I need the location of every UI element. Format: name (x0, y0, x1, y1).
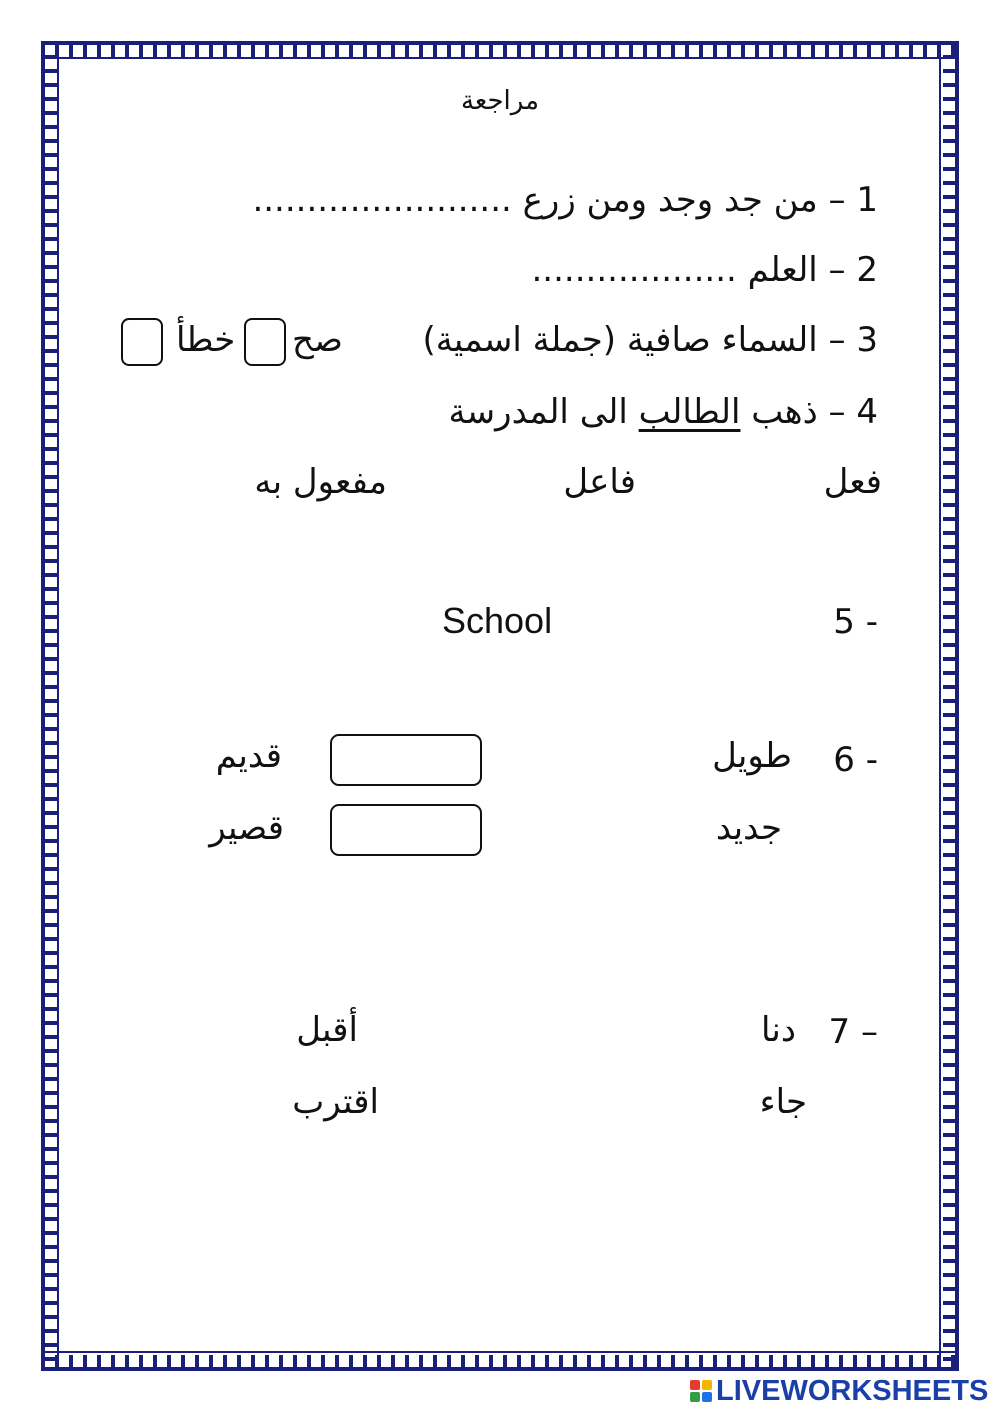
question-5-number: 5 - (833, 602, 878, 642)
answer-input-box[interactable] (330, 734, 482, 786)
brand-logo[interactable] (690, 1376, 988, 1406)
question-4-underlined-word: الطالب (638, 392, 741, 432)
option-object[interactable]: مفعول به (254, 462, 387, 502)
decorative-border (41, 41, 959, 1371)
option-subject[interactable]: فاعل (563, 462, 636, 502)
icon-tile (702, 1392, 712, 1402)
icon-tile (702, 1380, 712, 1390)
option-verb[interactable]: فعل (823, 462, 882, 502)
true-checkbox[interactable] (244, 318, 286, 366)
question-1: 1 – من جد وجد ومن زرع ........................ (252, 180, 878, 220)
question-7-word: دنا (761, 1010, 796, 1050)
icon-tile (690, 1380, 700, 1390)
question-6-antonym: قصير (209, 808, 284, 848)
question-6-word: جديد (715, 808, 782, 848)
border-left (41, 41, 63, 1371)
question-6-antonym: قديم (215, 736, 282, 776)
border-right (937, 41, 959, 1371)
question-5-word: School (442, 600, 553, 641)
false-label: خطأ (176, 320, 236, 360)
question-6-word: طويل (712, 736, 792, 776)
question-6-number: 6 - (833, 740, 878, 780)
question-7-synonym: أقبل (296, 1010, 358, 1050)
liveworksheets-icon (690, 1380, 712, 1402)
worksheet-title: مراجعة (460, 86, 540, 116)
true-label: صح (292, 320, 343, 360)
icon-tile (690, 1392, 700, 1402)
border-bottom (41, 1349, 959, 1371)
border-top (41, 41, 959, 63)
brand-name: LIVEWORKSHEETS (716, 1374, 989, 1407)
question-4-prefix: 4 – ذهب (740, 392, 878, 432)
question-7-synonym: اقترب (292, 1082, 379, 1122)
question-3: 3 – السماء صافية (جملة اسمية) (422, 320, 878, 360)
answer-input-box[interactable] (330, 804, 482, 856)
question-4 (448, 392, 878, 432)
question-4-suffix: الى المدرسة (448, 392, 639, 432)
question-2: 2 – العلم ................... (531, 250, 878, 290)
false-checkbox[interactable] (121, 318, 163, 366)
question-7-number: 7 – (828, 1012, 878, 1052)
question-7-word: جاء (759, 1082, 807, 1122)
